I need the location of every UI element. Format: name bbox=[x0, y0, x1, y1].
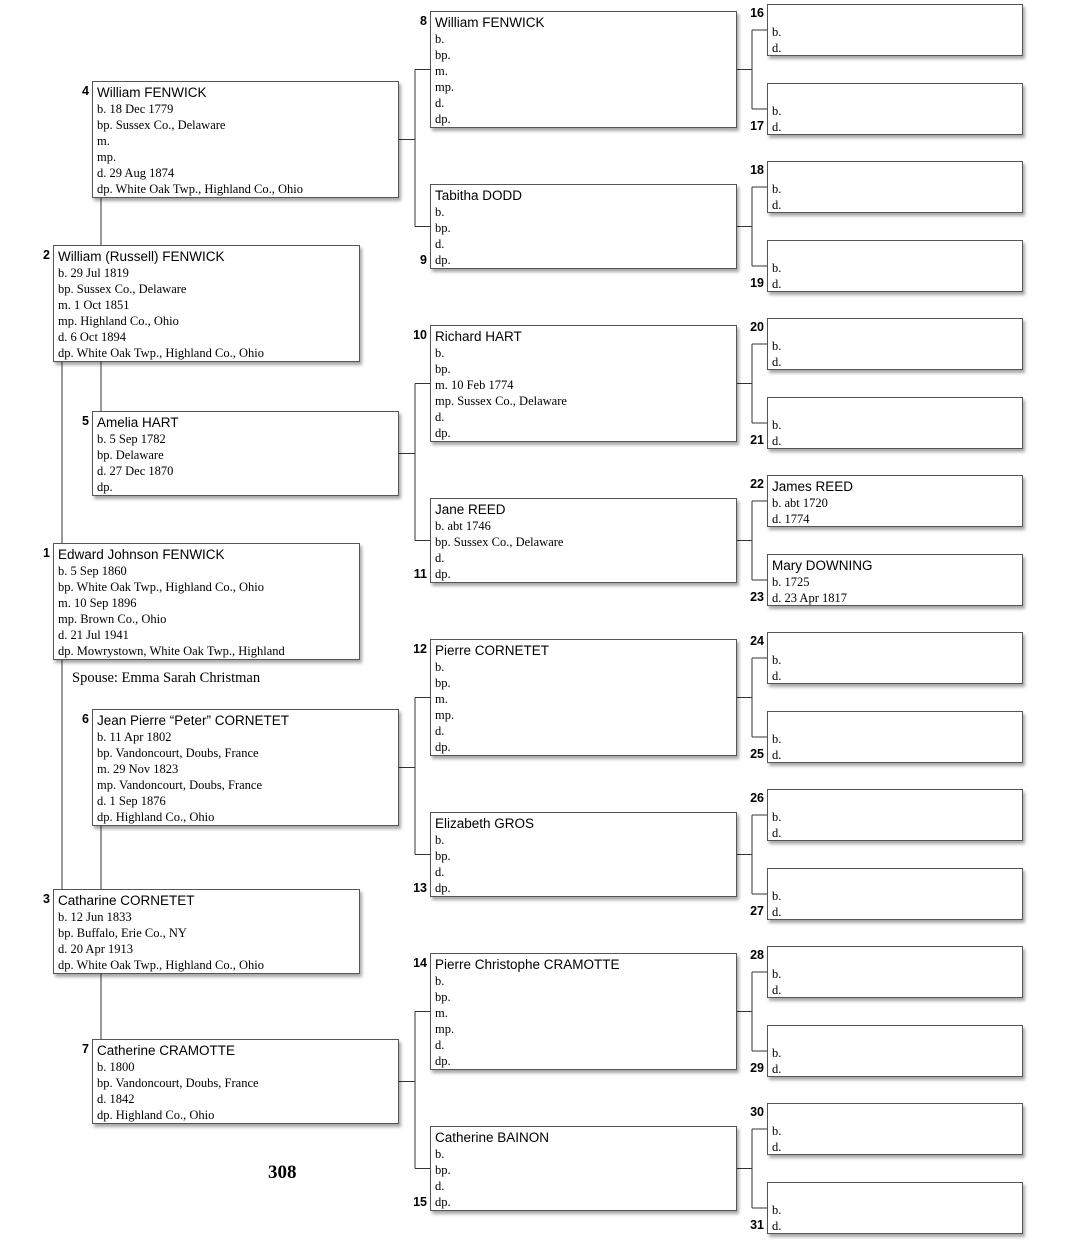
person-fact: bp. bbox=[435, 676, 451, 690]
person-fact: d. bbox=[772, 434, 782, 448]
person-name: Tabitha DODD bbox=[435, 188, 523, 203]
person-number: 18 bbox=[750, 163, 764, 177]
person-number: 8 bbox=[420, 14, 427, 28]
person-fact: b. bbox=[772, 967, 782, 981]
person-fact: d. 27 Dec 1870 bbox=[97, 464, 174, 478]
person-fact: bp. Vandoncourt, Doubs, France bbox=[97, 1076, 259, 1090]
person-fact: b. 1800 bbox=[97, 1060, 135, 1074]
person-fact: b. bbox=[435, 974, 445, 988]
person-fact: mp. Sussex Co., Delaware bbox=[435, 394, 567, 408]
person-number: 11 bbox=[413, 567, 427, 581]
person-name: Amelia HART bbox=[97, 415, 179, 430]
person-fact: b. bbox=[772, 1124, 782, 1138]
person-fact: d. bbox=[435, 237, 445, 251]
person-fact: mp. bbox=[97, 150, 117, 164]
person-fact: bp. bbox=[435, 221, 451, 235]
person-fact: dp. bbox=[435, 1054, 451, 1068]
person-fact: b. bbox=[772, 25, 782, 39]
person-fact: b. bbox=[435, 833, 445, 847]
person-fact: bp. bbox=[435, 990, 451, 1004]
person-number: 12 bbox=[413, 642, 427, 656]
person-fact: mp. Vandoncourt, Doubs, France bbox=[97, 778, 263, 792]
person-fact: d. bbox=[772, 826, 782, 840]
person-fact: d. 29 Aug 1874 bbox=[97, 166, 175, 180]
person-box-23 bbox=[767, 554, 1023, 606]
person-fact: bp. Sussex Co., Delaware bbox=[435, 535, 564, 549]
person-number: 6 bbox=[82, 712, 89, 726]
person-box-30 bbox=[767, 1103, 1023, 1155]
person-number: 31 bbox=[750, 1218, 764, 1232]
person-box-19 bbox=[767, 240, 1023, 292]
person-box-6 bbox=[92, 709, 399, 826]
person-fact: dp. bbox=[435, 426, 451, 440]
person-number: 10 bbox=[413, 328, 427, 342]
person-fact: d. 1 Sep 1876 bbox=[97, 794, 166, 808]
person-fact: dp. White Oak Twp., Highland Co., Ohio bbox=[58, 958, 264, 972]
person-fact: mp. bbox=[435, 80, 455, 94]
person-box-26 bbox=[767, 789, 1023, 841]
page-number: 308 bbox=[268, 1162, 297, 1183]
person-fact: mp. Highland Co., Ohio bbox=[58, 314, 179, 328]
person-fact: b. bbox=[772, 418, 782, 432]
person-number: 7 bbox=[82, 1042, 89, 1056]
person-fact: d. bbox=[772, 198, 782, 212]
person-name: Pierre Christophe CRAMOTTE bbox=[435, 957, 620, 972]
person-fact: dp. bbox=[435, 1195, 451, 1209]
person-name: Catherine CRAMOTTE bbox=[97, 1043, 236, 1058]
person-number: 5 bbox=[82, 414, 89, 428]
person-number: 14 bbox=[413, 956, 427, 970]
person-box-11 bbox=[430, 498, 737, 583]
person-box-22 bbox=[767, 475, 1023, 527]
person-box-21 bbox=[767, 397, 1023, 449]
person-number: 4 bbox=[82, 84, 89, 98]
person-fact: bp. bbox=[435, 362, 451, 376]
person-fact: b. 5 Sep 1860 bbox=[58, 564, 127, 578]
person-fact: d. bbox=[772, 355, 782, 369]
person-name: William (Russell) FENWICK bbox=[58, 249, 225, 264]
person-fact: d. 21 Jul 1941 bbox=[58, 628, 129, 642]
person-fact: b. bbox=[772, 889, 782, 903]
spouse-label: Spouse: Emma Sarah Christman bbox=[72, 670, 261, 686]
person-fact: bp. White Oak Twp., Highland Co., Ohio bbox=[58, 580, 264, 594]
person-fact: d. 1842 bbox=[97, 1092, 135, 1106]
person-fact: mp. Brown Co., Ohio bbox=[58, 612, 167, 626]
person-fact: bp. Buffalo, Erie Co., NY bbox=[58, 926, 187, 940]
person-box-29 bbox=[767, 1025, 1023, 1077]
person-fact: dp. White Oak Twp., Highland Co., Ohio bbox=[97, 182, 303, 196]
person-name: Elizabeth GROS bbox=[435, 816, 535, 831]
person-box-15 bbox=[430, 1126, 737, 1211]
person-number: 15 bbox=[413, 1195, 427, 1209]
person-fact: b. abt 1746 bbox=[435, 519, 491, 533]
person-box-3 bbox=[53, 889, 360, 974]
person-box-12 bbox=[430, 639, 737, 756]
person-number: 29 bbox=[750, 1061, 764, 1075]
person-name: James REED bbox=[772, 479, 854, 494]
person-number: 20 bbox=[750, 320, 764, 334]
person-fact: m. 10 Feb 1774 bbox=[435, 378, 514, 392]
person-box-4 bbox=[92, 81, 399, 198]
person-fact: b. bbox=[772, 732, 782, 746]
person-number: 22 bbox=[750, 477, 764, 491]
person-name: William FENWICK bbox=[97, 85, 207, 100]
person-fact: bp. bbox=[435, 849, 451, 863]
person-fact: d. bbox=[772, 1219, 782, 1233]
person-fact: m. bbox=[435, 1006, 448, 1020]
person-name: Jean Pierre “Peter” CORNETET bbox=[97, 713, 290, 728]
person-fact: d. bbox=[435, 96, 445, 110]
person-fact: mp. bbox=[435, 708, 455, 722]
person-fact: bp. Sussex Co., Delaware bbox=[58, 282, 187, 296]
person-fact: d. 6 Oct 1894 bbox=[58, 330, 127, 344]
person-fact: d. bbox=[435, 724, 445, 738]
person-number: 13 bbox=[413, 881, 427, 895]
person-fact: dp. Highland Co., Ohio bbox=[97, 810, 215, 824]
person-fact: d. bbox=[772, 905, 782, 919]
person-fact: b. bbox=[435, 205, 445, 219]
person-box-9 bbox=[430, 184, 737, 269]
person-fact: dp. White Oak Twp., Highland Co., Ohio bbox=[58, 346, 264, 360]
person-fact: d. bbox=[435, 1038, 445, 1052]
person-box-14 bbox=[430, 953, 737, 1070]
person-box-1 bbox=[53, 543, 360, 660]
person-box-2 bbox=[53, 245, 360, 362]
person-fact: dp. Mowrystown, White Oak Twp., Highland bbox=[58, 644, 285, 658]
person-fact: dp. bbox=[435, 881, 451, 895]
person-fact: dp. bbox=[97, 480, 113, 494]
person-fact: d. bbox=[435, 551, 445, 565]
person-fact: m. bbox=[435, 692, 448, 706]
person-fact: m. bbox=[435, 64, 448, 78]
person-number: 9 bbox=[420, 253, 427, 267]
person-box-18 bbox=[767, 161, 1023, 213]
person-fact: m. 1 Oct 1851 bbox=[58, 298, 130, 312]
person-box-28 bbox=[767, 946, 1023, 998]
person-fact: dp. bbox=[435, 567, 451, 581]
person-number: 3 bbox=[43, 892, 50, 906]
person-fact: b. 29 Jul 1819 bbox=[58, 266, 129, 280]
person-box-5 bbox=[92, 411, 399, 496]
person-fact: d. 1774 bbox=[772, 512, 810, 526]
person-name: Catharine CORNETET bbox=[58, 893, 195, 908]
person-fact: bp. Delaware bbox=[97, 448, 164, 462]
person-fact: b. 18 Dec 1779 bbox=[97, 102, 174, 116]
person-fact: b. bbox=[772, 810, 782, 824]
person-fact: b. bbox=[772, 104, 782, 118]
person-fact: d. bbox=[435, 1179, 445, 1193]
person-fact: d. 20 Apr 1913 bbox=[58, 942, 133, 956]
person-fact: m. bbox=[97, 134, 110, 148]
person-fact: d. bbox=[772, 669, 782, 683]
person-box-8 bbox=[430, 11, 737, 128]
person-fact: bp. Vandoncourt, Doubs, France bbox=[97, 746, 259, 760]
person-fact: bp. bbox=[435, 1163, 451, 1177]
person-fact: b. bbox=[772, 1203, 782, 1217]
person-fact: b. bbox=[435, 32, 445, 46]
person-fact: b. 1725 bbox=[772, 575, 810, 589]
person-fact: m. 10 Sep 1896 bbox=[58, 596, 137, 610]
person-name: Pierre CORNETET bbox=[435, 643, 550, 658]
person-fact: b. bbox=[772, 261, 782, 275]
person-name: William FENWICK bbox=[435, 15, 545, 30]
person-fact: b. bbox=[772, 339, 782, 353]
person-fact: b. bbox=[772, 653, 782, 667]
person-box-7 bbox=[92, 1039, 399, 1124]
person-name: Richard HART bbox=[435, 329, 522, 344]
person-fact: bp. bbox=[435, 48, 451, 62]
person-fact: d. 23 Apr 1817 bbox=[772, 591, 847, 605]
person-fact: dp. bbox=[435, 740, 451, 754]
person-fact: m. 29 Nov 1823 bbox=[97, 762, 179, 776]
person-fact: d. bbox=[772, 1140, 782, 1154]
person-fact: d. bbox=[435, 410, 445, 424]
person-number: 27 bbox=[750, 904, 764, 918]
person-fact: mp. bbox=[435, 1022, 455, 1036]
person-fact: dp. bbox=[435, 253, 451, 267]
person-name: Jane REED bbox=[435, 502, 506, 517]
person-fact: dp. bbox=[435, 112, 451, 126]
person-box-16 bbox=[767, 4, 1023, 56]
person-number: 26 bbox=[750, 791, 764, 805]
person-fact: b. bbox=[435, 1147, 445, 1161]
person-fact: bp. Sussex Co., Delaware bbox=[97, 118, 226, 132]
person-fact: d. bbox=[772, 120, 782, 134]
person-box-20 bbox=[767, 318, 1023, 370]
person-number: 23 bbox=[750, 590, 764, 604]
person-fact: b. bbox=[772, 1046, 782, 1060]
person-fact: d. bbox=[772, 277, 782, 291]
person-fact: b. bbox=[772, 182, 782, 196]
person-box-17 bbox=[767, 83, 1023, 135]
person-fact: d. bbox=[772, 983, 782, 997]
person-number: 21 bbox=[750, 433, 764, 447]
person-box-25 bbox=[767, 711, 1023, 763]
person-number: 16 bbox=[750, 6, 764, 20]
person-number: 19 bbox=[750, 276, 764, 290]
person-fact: d. bbox=[772, 748, 782, 762]
person-fact: b. bbox=[435, 660, 445, 674]
person-fact: b. 11 Apr 1802 bbox=[97, 730, 172, 744]
person-number: 25 bbox=[750, 747, 764, 761]
person-number: 30 bbox=[750, 1105, 764, 1119]
person-name: Mary DOWNING bbox=[772, 558, 873, 573]
person-number: 24 bbox=[750, 634, 764, 648]
person-number: 28 bbox=[750, 948, 764, 962]
person-fact: dp. Highland Co., Ohio bbox=[97, 1108, 215, 1122]
person-number: 2 bbox=[43, 248, 50, 262]
person-number: 17 bbox=[750, 119, 764, 133]
person-box-13 bbox=[430, 812, 737, 897]
person-fact: d. bbox=[772, 41, 782, 55]
person-fact: d. bbox=[772, 1062, 782, 1076]
person-box-24 bbox=[767, 632, 1023, 684]
person-fact: b. bbox=[435, 346, 445, 360]
person-box-31 bbox=[767, 1182, 1023, 1234]
person-fact: b. 5 Sep 1782 bbox=[97, 432, 166, 446]
person-name: Edward Johnson FENWICK bbox=[58, 547, 225, 562]
person-box-10 bbox=[430, 325, 737, 442]
person-fact: d. bbox=[435, 865, 445, 879]
person-name: Catherine BAINON bbox=[435, 1130, 550, 1145]
person-fact: b. 12 Jun 1833 bbox=[58, 910, 132, 924]
person-fact: b. abt 1720 bbox=[772, 496, 828, 510]
person-box-27 bbox=[767, 868, 1023, 920]
person-number: 1 bbox=[43, 546, 50, 560]
